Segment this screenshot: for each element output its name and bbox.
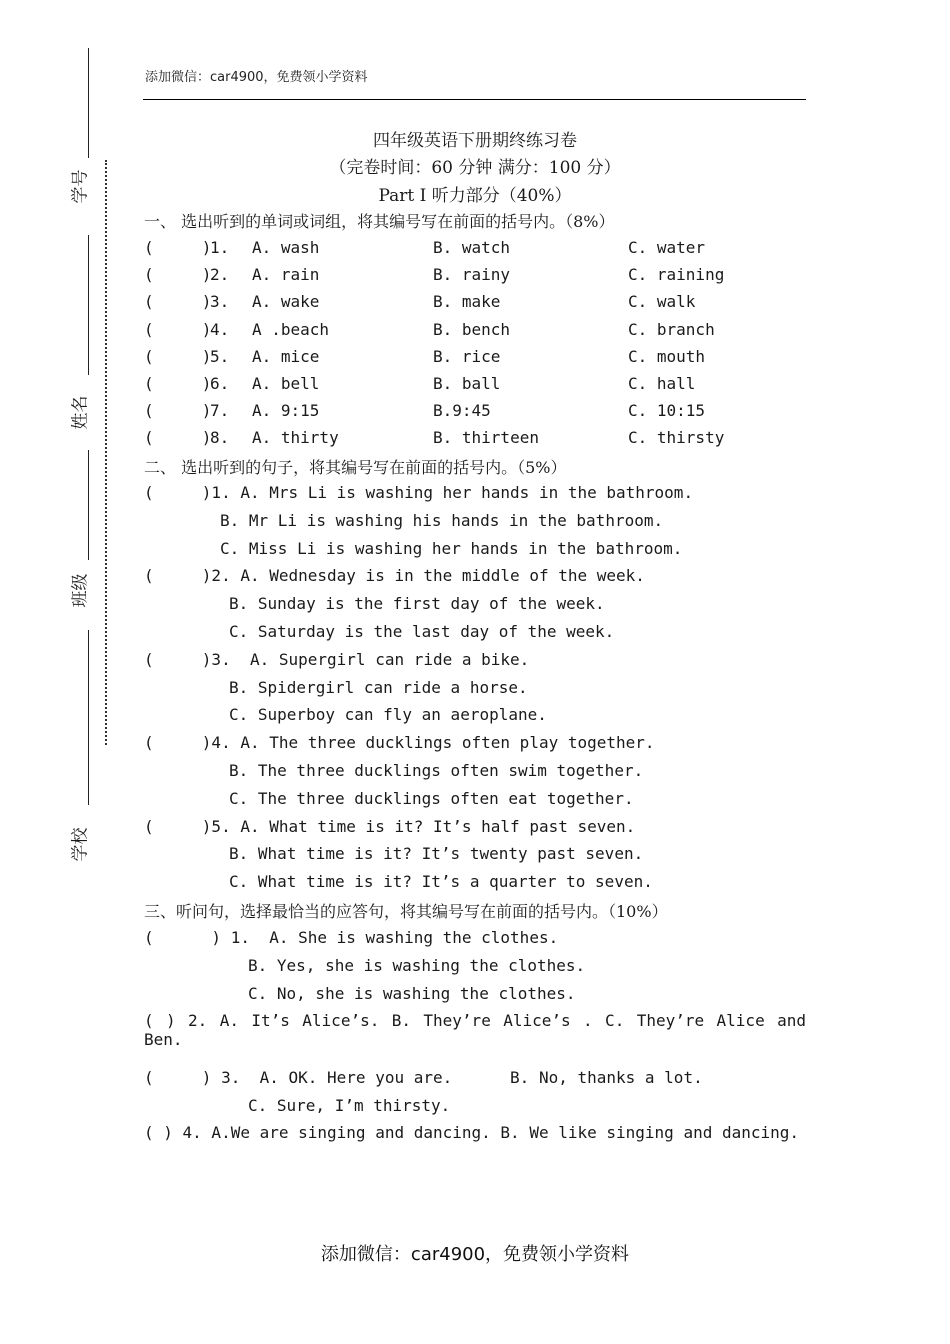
s3-q1-option-b: B. Yes, she is washing the clothes. — [248, 956, 586, 975]
label-name: 姓名 — [70, 395, 91, 430]
row-a: A. bell — [252, 374, 320, 393]
row-paren: ( ) — [144, 238, 212, 257]
exam-info: （完卷时间：60 分钟 满分：100 分） — [329, 158, 621, 178]
row-b: B. make — [433, 292, 501, 312]
part-heading: Part I 听力部分（40%） — [378, 186, 572, 206]
s3-q1: ( ) 1. A. She is washing the clothes. — [144, 928, 559, 947]
sentence-question: ( )3. A. Supergirl can ride a bike. — [144, 649, 530, 669]
row-b: B. rice — [433, 346, 501, 366]
row-b: B. watch — [433, 238, 511, 257]
question-row — [144, 292, 814, 319]
sentence-question: ( )2. A. Wednesday is in the middle of the week. — [144, 566, 645, 586]
row-paren: ( ) — [144, 374, 212, 393]
margin-line-2 — [88, 235, 89, 375]
row-num: 3. — [210, 292, 230, 312]
sentence-option: B. Sunday is the first day of the week. — [229, 594, 605, 614]
row-num: 2. — [210, 265, 230, 285]
sentence-option: B. What time is it? It’s twenty past seven. — [229, 844, 644, 864]
row-num: 7. — [210, 401, 230, 421]
row-b: B. thirteen — [433, 428, 539, 448]
row-num: 5. — [210, 346, 230, 366]
row-b: B.9:45 — [433, 401, 491, 421]
question-row — [144, 428, 814, 455]
label-class: 班级 — [70, 573, 91, 608]
question-row — [144, 347, 814, 374]
footer-promo: 添加微信：car4900，免费领小学资料 — [320, 1244, 630, 1265]
sentence-question: ( )4. A. The three ducklings often play together. — [144, 733, 655, 753]
row-a: A. rain — [252, 265, 320, 285]
question-row — [144, 265, 814, 292]
row-c: C. branch — [628, 319, 715, 339]
question-row — [144, 238, 814, 265]
row-paren: ( ) — [144, 428, 212, 448]
row-b: B. rainy — [433, 265, 511, 285]
sentence-option: C. The three ducklings often eat together. — [229, 788, 634, 808]
row-a: A. mice — [252, 346, 320, 366]
row-num: 4. — [210, 319, 230, 339]
label-school: 学校 — [70, 827, 91, 862]
row-c: C. hall — [628, 374, 696, 393]
row-num: 1. — [210, 238, 230, 257]
question-row — [144, 320, 814, 347]
s3-q4: ( ) 4. A.We are singing and dancing. B. We like singing and dancing. — [144, 1123, 800, 1142]
s3-q3-option-c: C. Sure, I’m thirsty. — [248, 1096, 451, 1115]
binding-dotted-line — [105, 160, 107, 745]
s3-q1-option-c: C. No, she is washing the clothes. — [248, 984, 576, 1003]
row-b: B. bench — [433, 319, 511, 339]
row-a: A. wake — [252, 292, 320, 312]
sentence-option: B. The three ducklings often swim together. — [229, 761, 644, 780]
row-a: A. wash — [252, 238, 320, 257]
row-paren: ( ) — [144, 401, 212, 421]
row-num: 6. — [210, 374, 230, 393]
sentence-option: C. Saturday is the last day of the week. — [229, 622, 615, 641]
row-paren: ( ) — [144, 292, 212, 312]
row-c: C. 10:15 — [628, 401, 706, 421]
row-c: C. water — [628, 238, 706, 257]
row-paren: ( ) — [144, 346, 212, 366]
label-student-no: 学号 — [70, 169, 91, 204]
section2-heading: 二、 选出听到的句子，将其编号写在前面的括号内。（5%） — [144, 458, 567, 477]
row-c: C. thirsty — [628, 428, 725, 448]
question-row — [144, 401, 814, 428]
page-title: 四年级英语下册期终练习卷 — [373, 131, 577, 151]
sentence-option: C. Miss Li is washing her hands in the bathroom. — [220, 538, 683, 558]
sentence-option: B. Mr Li is washing his hands in the bathroom. — [220, 510, 664, 530]
row-a: A .beach — [252, 319, 330, 339]
row-a: A. thirty — [252, 428, 339, 448]
row-paren: ( ) — [144, 265, 212, 285]
row-b: B. ball — [433, 374, 501, 393]
s3-q2: ( ) 2. A. It’s Alice’s. B. They’re Alice’s . C. They’re Alice and Ben. — [144, 1011, 806, 1049]
header-divider — [143, 99, 806, 100]
row-num: 8. — [210, 428, 230, 448]
row-c: C. raining — [628, 265, 725, 285]
row-c: C. walk — [628, 292, 696, 312]
sentence-option: C. What time is it? It’s a quarter to seven. — [229, 872, 653, 892]
header-promo: 添加微信：car4900，免费领小学资料 — [145, 70, 368, 85]
row-c: C. mouth — [628, 346, 706, 366]
sentence-question: ( )5. A. What time is it? It’s half past seven. — [144, 816, 636, 836]
s3-q3: ( ) 3. A. OK. Here you are. B. No, thanks a lot. — [144, 1068, 703, 1087]
margin-line-4 — [88, 630, 89, 805]
sentence-option: C. Superboy can fly an aeroplane. — [229, 705, 547, 725]
section1-heading: 一、 选出听到的单词或词组，将其编号写在前面的括号内。（8%） — [144, 212, 615, 231]
section3-heading: 三、听问句，选择最恰当的应答句，将其编号写在前面的括号内。（10%） — [144, 902, 668, 921]
row-paren: ( ) — [144, 319, 212, 339]
row-a: A. 9:15 — [252, 401, 320, 421]
margin-line-3 — [88, 450, 89, 560]
sentence-question: ( )1. A. Mrs Li is washing her hands in the bathroom. — [144, 483, 694, 502]
sentence-option: B. Spidergirl can ride a horse. — [229, 677, 528, 697]
question-row — [144, 374, 814, 401]
